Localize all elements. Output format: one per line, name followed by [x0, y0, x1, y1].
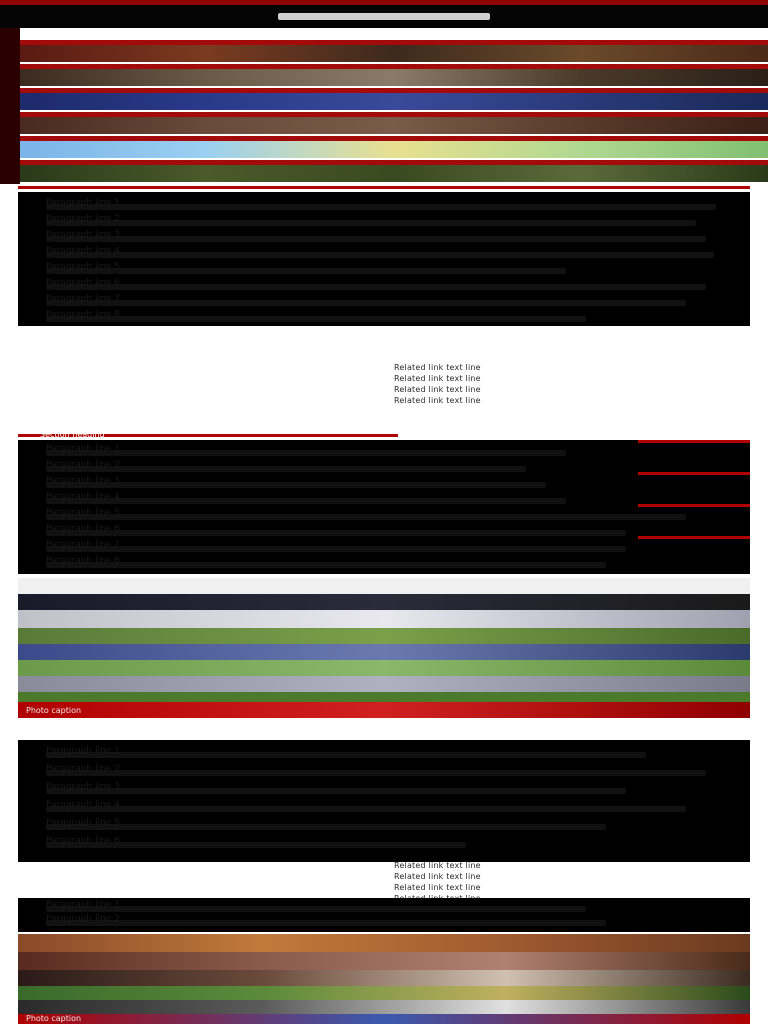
related-link[interactable]: Related link text line — [394, 883, 481, 892]
accent-rule — [638, 536, 750, 539]
gallery-label: Photo gallery — [26, 30, 73, 38]
paragraph-line: Paragraph line 2 — [46, 770, 706, 776]
paragraph-line: Paragraph line 1 — [46, 204, 716, 210]
paragraph-line: Paragraph line 4 — [46, 806, 686, 812]
photo-caption: Photo caption — [26, 706, 82, 715]
paragraph-line: Paragraph line 8 — [46, 562, 606, 568]
gallery-thumb[interactable] — [20, 112, 768, 134]
thumb-accent-bar — [20, 160, 768, 165]
article-photo-2[interactable] — [18, 934, 750, 1024]
address-bar[interactable] — [278, 13, 490, 20]
paragraph-line: Paragraph line 2 — [46, 920, 606, 926]
paragraph-line: Paragraph line 5 — [46, 824, 606, 830]
accent-rule — [638, 504, 750, 507]
paragraph-line: Paragraph line 6 — [46, 284, 706, 290]
thumb-accent-bar — [20, 112, 768, 117]
section-heading: Section heading — [40, 430, 105, 439]
gallery-thumb[interactable] — [20, 88, 768, 110]
paragraph-line: Paragraph line 8 — [46, 316, 586, 322]
gallery-thumb[interactable] — [20, 136, 768, 158]
gallery-thumb[interactable] — [20, 40, 768, 62]
article-photo[interactable] — [18, 578, 750, 718]
gallery-thumb[interactable] — [20, 64, 768, 86]
paragraph-line: Paragraph line 7 — [46, 546, 626, 552]
paragraph-line: Paragraph line 3 — [46, 482, 546, 488]
top-header-bar — [0, 0, 768, 28]
thumb-accent-bar — [20, 88, 768, 93]
related-links — [394, 362, 724, 406]
accent-rule — [638, 472, 750, 475]
paragraph-line: Paragraph line 1 — [46, 906, 586, 912]
article-section-4 — [18, 898, 750, 932]
article-section-1 — [18, 192, 750, 326]
related-link[interactable]: Related link text line — [394, 396, 481, 405]
paragraph-line: Paragraph line 1 — [46, 752, 646, 758]
paragraph-line: Paragraph line 6 — [46, 530, 626, 536]
paragraph-line: Paragraph line 4 — [46, 252, 714, 258]
article-section-2 — [18, 440, 750, 574]
header-accent-line — [0, 0, 768, 5]
paragraph-line: Paragraph line 1 — [46, 450, 566, 456]
thumb-accent-bar — [20, 40, 768, 45]
paragraph-line: Paragraph line 5 — [46, 514, 686, 520]
related-link[interactable]: Related link text line — [394, 385, 481, 394]
paragraph-line: Paragraph line 6 — [46, 842, 466, 848]
paragraph-line: Paragraph line 4 — [46, 498, 566, 504]
related-link[interactable]: Related link text line — [394, 363, 481, 372]
thumb-accent-bar — [20, 136, 768, 141]
photo-gallery — [20, 28, 768, 184]
paragraph-line: Paragraph line 5 — [46, 268, 566, 274]
paragraph-line: Paragraph line 3 — [46, 788, 626, 794]
gallery-thumb[interactable] — [20, 160, 768, 182]
related-link[interactable]: Related link text line — [394, 872, 481, 881]
article-section-3 — [18, 740, 750, 862]
paragraph-line: Paragraph line 2 — [46, 220, 696, 226]
photo-caption: Photo caption — [26, 1014, 82, 1023]
sidebar-edge — [0, 28, 20, 184]
section-divider — [18, 186, 750, 189]
accent-rule — [638, 440, 750, 443]
related-link[interactable]: Related link text line — [394, 374, 481, 383]
thumb-accent-bar — [20, 64, 768, 69]
paragraph-line: Paragraph line 2 — [46, 466, 526, 472]
paragraph-line: Paragraph line 7 — [46, 300, 686, 306]
related-link[interactable]: Related link text line — [394, 861, 481, 870]
paragraph-line: Paragraph line 3 — [46, 236, 706, 242]
